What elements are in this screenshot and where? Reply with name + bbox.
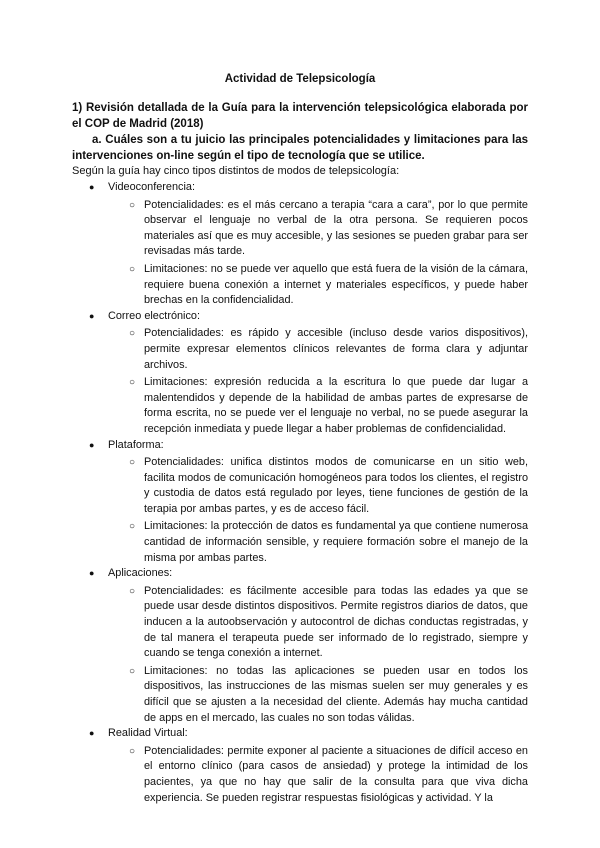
point-limitaciones [108, 664, 528, 726]
hollow-bullet-icon: ○ [129, 328, 136, 340]
point-limitaciones [108, 375, 528, 437]
mode-points [108, 744, 528, 806]
point-text: Limitaciones: expresión reducida a la escritura lo que puede dar lugar a malentendidos y depende de la habilidad de ambas partes de expresarse de forma escrita, no se puede ver el lenguaje no verbal, no se puede asegurar la recepción inmediata y puede llegar a haber problemas de confidencialidad. [144, 376, 528, 435]
point-text: Limitaciones: no se puede ver aquello que está fuera de la visión de la cámara, requiere buena conexión a internet y materiales específicos, y puede haber brechas en la confidencialidad. [144, 262, 528, 307]
bullet-icon: ● [89, 568, 95, 579]
mode-name: Plataforma: [108, 438, 164, 451]
bullet-icon: ● [89, 182, 95, 192]
hollow-bullet-icon: ○ [129, 665, 136, 677]
hollow-bullet-icon: ○ [129, 521, 136, 533]
intro-paragraph: Según la guía hay cinco tipos distintos de modos de telepsicología: [72, 165, 400, 177]
point-limitaciones [108, 262, 528, 309]
hollow-bullet-icon: ○ [129, 263, 136, 275]
mode-name: Correo electrónico: [108, 309, 201, 322]
mode-points [108, 584, 528, 726]
mode-item-correo-electronico [72, 309, 528, 438]
point-text: Potencialidades: es fácilmente accesible para todas las edades ya que se puede usar desde distintos dispositivos. Permite registros diarios de datos, que inducen a la autoobservación y autocontrol de dichas conductas registradas, y de tal manera el terapeuta puede ser informado de lo registrado, siempre y cuando se tenga conexión a internet. [144, 584, 528, 660]
hollow-bullet-icon: ○ [129, 585, 136, 597]
mode-item-videoconferencia [72, 180, 528, 309]
point-potencialidades [108, 198, 528, 260]
section-heading: 1) Revisión detallada de la Guía para la intervención telepsicológica elaborada por el COP de Madrid (2018) [72, 102, 528, 130]
point-potencialidades [108, 584, 528, 662]
hollow-bullet-icon: ○ [129, 377, 136, 389]
mode-name: Aplicaciones: [108, 567, 173, 580]
point-text: Potencialidades: unifica distintos modos de comunicarse en un sitio web, facilita modos de comunicación homogéneos para todos los clientes, el registro y custodia de datos está regulado por leyes, tiene funciones de gestión de la terapia por ambas partes, y es de acceso fácil. [144, 456, 528, 515]
telepsychology-modes-list [72, 180, 528, 806]
mode-points [108, 326, 528, 437]
bullet-icon: ● [89, 728, 95, 739]
mode-points [108, 198, 528, 309]
point-potencialidades [108, 326, 528, 373]
point-potencialidades [108, 455, 528, 517]
hollow-bullet-icon: ○ [129, 745, 136, 757]
mode-item-aplicaciones [72, 566, 528, 726]
mode-name: Videoconferencia: [108, 181, 195, 193]
hollow-bullet-icon: ○ [129, 457, 136, 469]
point-text: Potencialidades: es el más cercano a terapia “cara a cara”, por lo que permite observar el lenguaje no verbal de la otra persona. Se requieren pocos materiales así que es muy accesible, y las sesiones se pueden grabar para ser revisadas más tarde. [144, 198, 528, 258]
mode-points [108, 455, 528, 566]
point-text: Limitaciones: no todas las aplicaciones se pueden usar en todos los dispositivos, las instrucciones de las mismas suelen ser muy generales y es difícil que se ajusten a la necesidad del cliente. Además hay mucha cantidad de apps en el mercado, las cuales no son todas válidas. [144, 664, 528, 724]
hollow-bullet-icon: ○ [129, 199, 136, 211]
mode-name: Realidad Virtual: [108, 727, 188, 740]
mode-item-realidad-virtual [72, 726, 528, 806]
point-text: Limitaciones: la protección de datos es fundamental ya que contiene numerosa cantidad de información sensible, y requiere formación sobre el manejo de la misma por ambas partes. [144, 520, 528, 564]
point-text: Potencialidades: permite exponer al paciente a situaciones de difícil acceso en el entorno clínico (para casos de ansiedad) y protege la intimidad de los pacientes, ya que no hay que salir de la consulta para que viva dicha experiencia. Se pueden registrar respuestas fisiológicas y actividad. Y la [144, 744, 528, 804]
mode-item-plataforma [72, 438, 528, 567]
bullet-icon: ● [89, 439, 95, 450]
point-potencialidades [108, 744, 528, 806]
document-title: Actividad de Telepsicología [224, 73, 376, 85]
question-heading: a. Cuáles son a tu juicio las principales potencialidades y limitaciones para las intervenciones on-line según el tipo de tecnología que se utilice. [72, 134, 528, 162]
point-limitaciones [108, 519, 528, 566]
point-text: Potencialidades: es rápido y accesible (incluso desde varios dispositivos), permite expresar elementos clínicos relevantes de forma clara y adjuntar archivos. [144, 327, 528, 371]
bullet-icon: ● [89, 310, 95, 321]
